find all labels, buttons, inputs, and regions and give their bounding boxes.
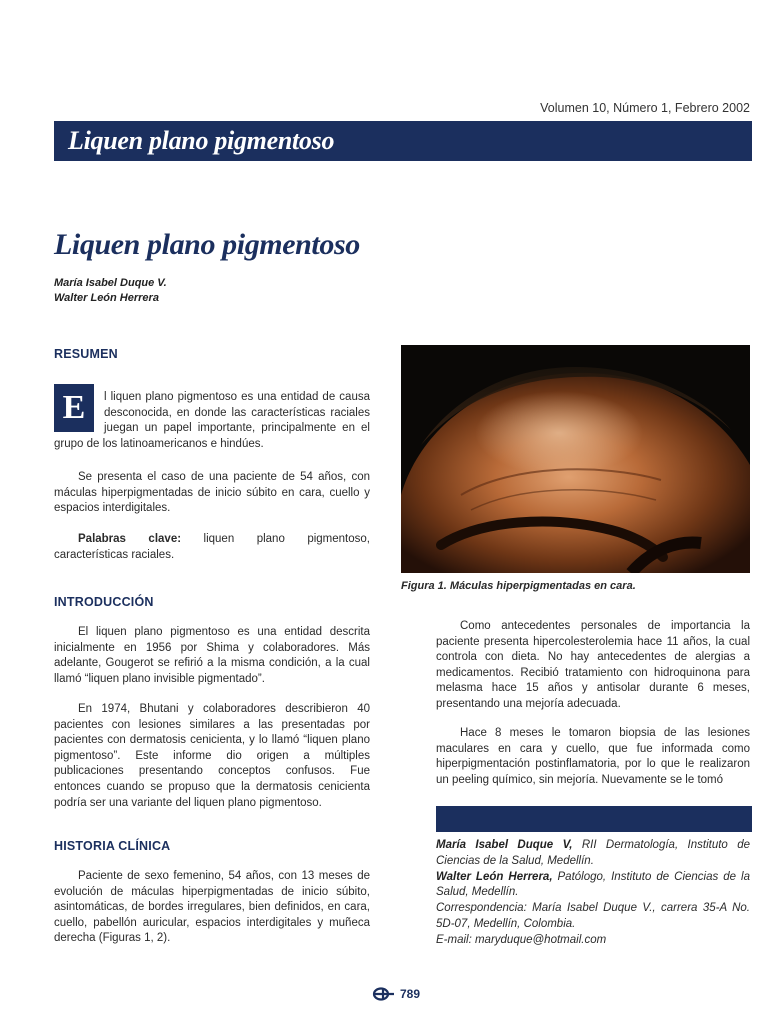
forehead-photo-illustration xyxy=(401,345,750,573)
historia-paragraph-1: Paciente de sexo femenino, 54 años, con 13 meses de evolución de máculas hiperpigmentadas de inicio súbito, asintomáticas, de bordes irregulares, bien definidos, en cara, cuello, pabellón auricular, espacios interdigitales y muñeca derecha (Figuras 1, 2). xyxy=(54,870,370,945)
keywords-text: liquen plano pigmentoso, características raciales. xyxy=(54,533,370,561)
affiliation-2 xyxy=(436,870,750,902)
right-paragraph-2: Hace 8 meses le tomaron biopsia de las lesiones maculares en cara y cuello, que fue informada como hiperpigmentación postinflamatoria, por lo que le realizaron un peeling químico, sin mejoría. Nuevamente se le tomó xyxy=(436,727,750,786)
resumen-paragraph-2: Se presenta el caso de una paciente de 54 años, con máculas hiperpigmentadas de inicio súbito en cara, cuello y espacios interdigitales. xyxy=(54,471,370,515)
right-paragraph-1: Como antecedentes personales de importancia la paciente presenta hipercolesterolemia hace 11 años, la cual controla con dieta. No hay antecedentes de alergias a medicamentos. Recibió tratamiento con hidroquinona para melasma hace 15 años y antisolar durante 6 meses, presentando una mejoría adecuada. xyxy=(436,620,750,710)
author-1: María Isabel Duque V. xyxy=(54,277,167,289)
page-number: 789 xyxy=(400,987,421,1001)
article-title: Liquen plano pigmentoso xyxy=(54,228,360,261)
affiliation-1 xyxy=(436,838,750,870)
affiliation-2-text: Patólogo, Instituto de Ciencias de la Salud, Medellín. xyxy=(436,870,750,899)
keywords-paragraph xyxy=(54,532,370,563)
affiliation-1-text: RII Dermatología, Instituto de Ciencias de la Salud, Medellín. xyxy=(436,839,750,867)
figure-1-caption: Figura 1. Máculas hiperpigmentadas en cara. xyxy=(401,580,636,592)
drop-cap: E xyxy=(54,384,94,432)
email: E-mail: maryduque@hotmail.com xyxy=(436,933,607,946)
resumen-paragraph-1 xyxy=(54,390,370,452)
keywords-label: Palabras clave: xyxy=(78,533,182,545)
correspondence: Correspondencia: María Isabel Duque V., carrera 35-A No. 5D-07, Medellín, Colombia. xyxy=(436,902,750,930)
resumen-text-1: l liquen plano pigmentoso es una entidad de causa desconocida, en donde las características raciales juegan un papel importante, principalmente en el grupo de los latinoamericanos e hindúes. xyxy=(54,391,370,450)
journal-logo-icon xyxy=(372,986,396,1002)
journal-banner: Liquen plano pigmentoso xyxy=(54,121,752,161)
figure-1-photo xyxy=(401,345,750,573)
historia-heading: HISTORIA CLÍNICA xyxy=(54,839,171,853)
affiliations-block xyxy=(436,838,750,949)
page-footer xyxy=(372,986,420,1002)
introduccion-heading: INTRODUCCIÓN xyxy=(54,595,154,609)
author-2: Walter León Herrera xyxy=(54,292,159,304)
introduccion-paragraph-1: El liquen plano pigmentoso es una entidad descrita inicialmente en 1956 por Shima y colaboradores. Más adelante, Gougerot se refirió a la misma condición, a la cual llamó “liquen plano invisible pigmentado”. xyxy=(54,626,370,685)
resumen-heading: RESUMEN xyxy=(54,347,118,361)
affiliation-1-name: María Isabel Duque V, xyxy=(436,839,573,851)
affiliation-bar xyxy=(436,806,752,832)
author-list xyxy=(54,276,167,306)
issue-info: Volumen 10, Número 1, Febrero 2002 xyxy=(540,101,750,115)
introduccion-paragraph-2: En 1974, Bhutani y colaboradores describieron 40 pacientes con lesiones similares a las presentadas por pacientes con dermatosis cenicienta, y lo llamó “liquen plano pigmentoso”. Este informe dio origen a múltiples publicaciones presentando conceptos confusos. Fue entonces cuando se propuso que la dermatosis cenicienta podría ser una variante del liquen plano pigmentoso. xyxy=(54,703,370,809)
affiliation-2-name: Walter León Herrera, xyxy=(436,870,553,883)
